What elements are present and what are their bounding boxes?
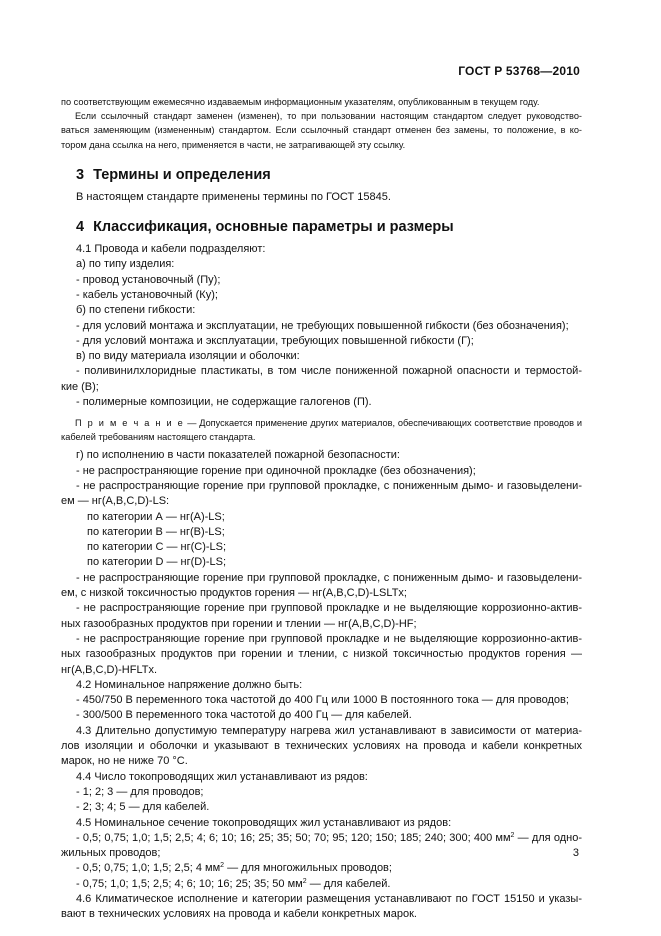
intro-line-1: по соответствующим ежемесячно издаваемым информационным указателям, опубликованным в текущем году.	[61, 97, 540, 107]
list-item-b: б) по степени гибкости:	[76, 304, 196, 317]
list-item	[61, 861, 582, 876]
p46-text: 4.6 Климатическое исполнение и категории размещения устанавливают по ГОСТ 15150 и указы-вают в технических условиях на провода и кабели конкретных марок.	[61, 892, 582, 921]
list-item: - 2; 3; 4; 5 — для кабелей.	[76, 801, 210, 814]
list-item: - не распространяющие горение при групповой прокладке, с пониженным дымо- и газовыделени-ем — нг(A,B,C,D)-LS:	[61, 479, 582, 508]
superscript: 2	[220, 862, 225, 870]
list-item	[61, 877, 582, 892]
list-item: - для условий монтажа и эксплуатации, не требующих повышенной гибкости (без обозначения);	[76, 319, 569, 332]
section-4-heading	[61, 219, 582, 235]
document-code: ГОСТ Р 53768—2010	[458, 64, 580, 78]
p41-title: 4.1 Провода и кабели подразделяют:	[76, 243, 266, 256]
p45-item-1-tail: — для одно-жильных проводов;	[61, 831, 582, 860]
list-item-g: г) по исполнению в части показателей пожарной безопасности:	[76, 449, 400, 462]
p45-item-3-tail: — для кабелей.	[306, 877, 391, 890]
list-item: - 300/500 В переменного тока частотой до 400 Гц — для кабелей.	[76, 709, 412, 722]
list-item	[61, 831, 582, 862]
category-item: по категории D — нг(D)-LS;	[87, 556, 227, 569]
intro-line-2: Если ссылочный стандарт заменен (изменен), то при пользовании настоящим стандартом следует руководство-ваться заменяющим (измененным) стандартом. Если ссылочный стандарт отменен без замены, то положение, в ко-тором дана ссылка на него, применяется в части, не затрагивающей эту ссылку.	[61, 111, 582, 150]
list-item: - кабель установочный (Ку);	[76, 289, 218, 301]
list-item: - полимерные композиции, не содержащие галогенов (П).	[76, 396, 372, 409]
list-item: - поливинилхлоридные пластикаты, в том числе пониженной пожарной опасности и термостой-кие (В);	[61, 365, 582, 393]
category-item: по категории В — нг(B)-LS;	[87, 525, 225, 538]
section-3-number: 3	[76, 166, 85, 183]
p45-item-1-values: - 0,5; 0,75; 1,0; 1,5; 2,5; 4; 6; 10; 16; 25; 35; 50; 70; 95; 120; 150; 185; 240; 300; 400 мм	[76, 831, 511, 844]
list-item: - 1; 2; 3 — для проводов;	[76, 785, 204, 798]
p42-title: 4.2 Номинальное напряжение должно быть:	[76, 678, 303, 691]
page-number: 3	[572, 847, 579, 859]
note-text: — Допускается применение других материалов, обеспечивающих соответствие проводов и кабелей требованиям настоящего стандарта.	[61, 418, 582, 443]
category-item: по категории А — нг(A)-LS;	[87, 510, 225, 523]
superscript: 2	[302, 877, 307, 885]
list-item: - для условий монтажа и эксплуатации, требующих повышенной гибкости (Г);	[76, 334, 474, 347]
superscript: 2	[510, 831, 515, 839]
list-item: - не распространяющие горение при одиночной прокладке (без обозначения);	[76, 464, 476, 477]
note-label: П р и м е ч а н и е	[75, 418, 185, 429]
category-item: по категории С — нг(C)-LS;	[87, 541, 227, 554]
list-item: - не распространяющие горение при групповой прокладке и не выделяющие коррозионно-актив-ных газообразных продуктов при горении и тлении, с низкой токсичностью продуктов горения — нг(A,B,C,D)-HFLTx.	[61, 632, 582, 676]
p45-title: 4.5 Номинальное сечение токопроводящих жил устанавливают из рядов:	[76, 816, 452, 829]
list-item: - не распространяющие горение при групповой прокладке и не выделяющие коррозионно-актив-ных газообразных продуктов при горении и тлении — нг(A,B,C,D)-HF;	[61, 602, 582, 630]
section-3-heading	[61, 167, 582, 183]
list-item-a: а) по типу изделия:	[76, 258, 175, 271]
p44-title: 4.4 Число токопроводящих жил устанавливают из рядов:	[76, 770, 368, 783]
page-content	[61, 95, 582, 923]
section-3-text: В настоящем стандарте применены термины по ГОСТ 15845.	[76, 190, 391, 203]
p43-text: 4.3 Длительно допустимую температуру нагрева жил устанавливают в зависимости от материа-лов изоляции и оболочки и указывают в технических условиях на провода и кабели конкретных марок, но не ниже 70 °С.	[61, 724, 582, 768]
p45-item-2-values: - 0,5; 0,75; 1,0; 1,5; 2,5; 4 мм	[76, 862, 221, 875]
section-4-body	[61, 242, 582, 922]
list-item-v: в) по виду материала изоляции и оболочки:	[76, 350, 300, 363]
list-item: - не распространяющие горение при групповой прокладке, с пониженным дымо- и газовыделени-ем, с низкой токсичностью продуктов горения — нг(A,B,C,D)-LSLTx;	[61, 571, 582, 600]
section-4-number: 4	[76, 219, 85, 236]
list-item: - 450/750 В переменного тока частотой до 400 Гц или 1000 В постоянного тока — для проводов;	[76, 694, 569, 707]
section-3-title: Термины и определения	[93, 166, 271, 183]
section-4-title: Классификация, основные параметры и размеры	[93, 219, 454, 236]
p45-item-3-values: - 0,75; 1,0; 1,5; 2,5; 4; 6; 10; 16; 25; 35; 50 мм	[76, 877, 303, 890]
p45-item-2-tail: — для многожильных проводов;	[224, 862, 392, 875]
list-item: - провод установочный (Пу);	[76, 273, 221, 286]
note	[61, 416, 582, 444]
